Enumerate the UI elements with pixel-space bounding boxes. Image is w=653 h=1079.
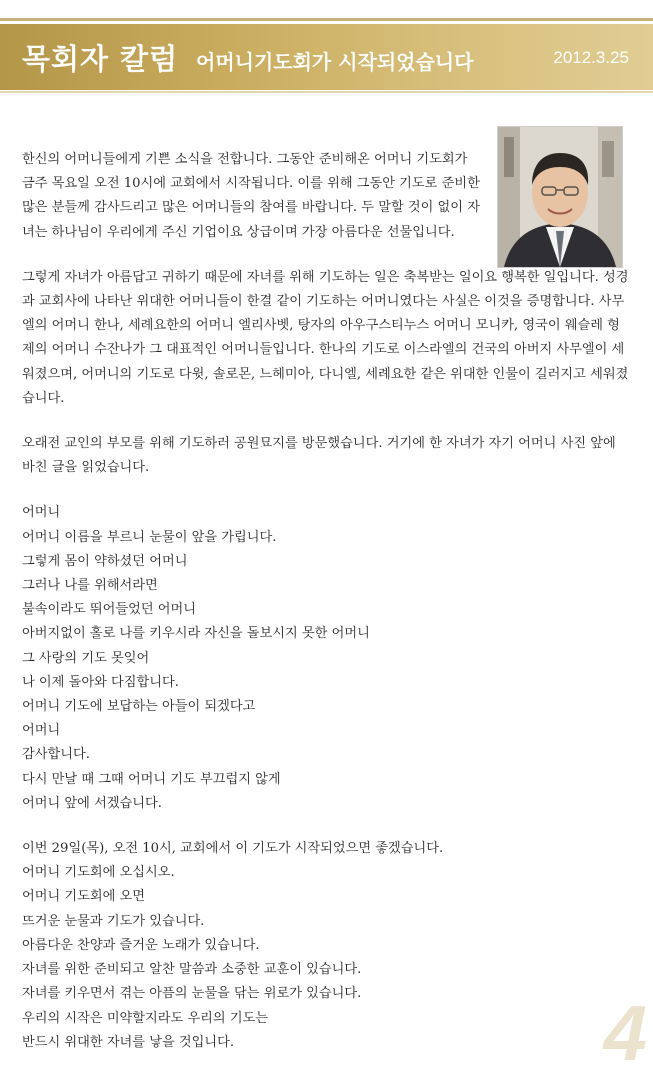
closing-line: 우리의 시작은 미약할지라도 우리의 기도는 [22,1010,269,1026]
column-date: 2012.3.25 [553,48,629,67]
page-number: 4 [603,989,647,1077]
closing-line: 어머니 기도회에 오십시오. [22,865,175,881]
article-paragraph-3: 오래전 교인의 부모를 위해 기도하러 공원묘지를 방문했습니다. 거기에 한 자녀가 자기 어머니 사진 앞에 바친 글을 읽었습니다. [22,436,616,476]
closing-line: 자녀를 위한 준비되고 알찬 말씀과 소중한 교훈이 있습니다. [22,962,362,978]
poem-line: 어머니 기도에 보답하는 아들이 되겠다고 [22,699,256,715]
closing-line: 어머니 기도회에 오면 [22,889,146,905]
column-subtitle: 어머니기도회가 시작되었습니다 [196,50,474,74]
poem-line: 그 사랑의 기도 못잊어 [22,650,150,666]
header-bottom-rule [0,91,653,93]
poem-line: 어머니 이름을 부르니 눈물이 앞을 가립니다. [22,529,277,545]
closing-line: 자녀를 키우면서 겪는 아픔의 눈물을 닦는 위로가 있습니다. [22,986,362,1002]
poem-line: 감사합니다. [22,747,90,763]
article-paragraph-2: 그렇게 자녀가 아름답고 귀하기 때문에 자녀를 위해 기도하는 일은 축복받는 일이요 행복한 일입니다. 성경과 교회사에 나타난 위대한 어머니들이 한결 같이 기도하는 어머니였다는 사실은 이것을 증명합니다. 사무엘의 어머니 한나, 세례요한의 어머니 엘리사벳, 탕자의 아우구스티누스 어머니 모니카, 영국이 웨슬레 형제의 어머니 수잔나가 그 대표적인 어머니들입니다. 한나의 기도로 이스라엘의 건국의 아버지 사무엘이 세워졌으며, 어머니의 기도로 다윗, 솔로몬, 느헤미아, 다니엘, 세례요한 같은 위대한 인물이 길러지고 세워졌습니다. [22,269,629,406]
poem-line: 불속이라도 뛰어들었던 어머니 [22,602,196,618]
poem-line: 아버지없이 홀로 나를 키우시라 자신을 돌보시지 못한 어머니 [22,626,370,642]
article-paragraph-1: 한신의 어머니들에게 기쁜 소식을 전합니다. 그동안 준비해온 어머니 기도회가 금주 목요일 오전 10시에 교회에서 시작됩니다. 이를 위해 그동안 기도로 준비한 많은 분들께 감사드리고 많은 어머니들의 참여를 바랍니다. 두 말할 것이 없이 자녀는 하나님이 우리에게 주신 기업이요 상급이며 가장 아름다운 선물입니다. [22,152,480,240]
poem-line: 어머니 [22,505,61,521]
column-title: 목회자 칼럼 [22,42,179,76]
closing-line: 이번 29일(목), 오전 10시, 교회에서 이 기도가 시작되었으면 좋겠습니다. [22,841,444,857]
poem-line: 그렇게 몸이 약하셨던 어머니 [22,553,188,569]
header-top-rule [0,18,653,21]
poem-line: 어머니 앞에 서겠습니다. [22,795,162,811]
poem-line: 어머니 [22,723,61,739]
poem-line: 나 이제 돌아와 다짐합니다. [22,674,179,690]
poem-line: 그러나 나를 위해서라면 [22,578,158,594]
closing-line: 반드시 위대한 자녀를 낳을 것입니다. [22,1034,235,1050]
closing-line: 아름다운 찬양과 즐거운 노래가 있습니다. [22,937,260,953]
column-article [22,148,630,1055]
closing-line: 뜨거운 눈물과 기도가 있습니다. [22,913,205,929]
poem-block [22,501,630,816]
closing-block [22,837,630,1055]
column-header-banner [0,24,653,90]
poem-line: 다시 만날 때 그때 어머니 기도 부끄럽지 않게 [22,771,281,787]
